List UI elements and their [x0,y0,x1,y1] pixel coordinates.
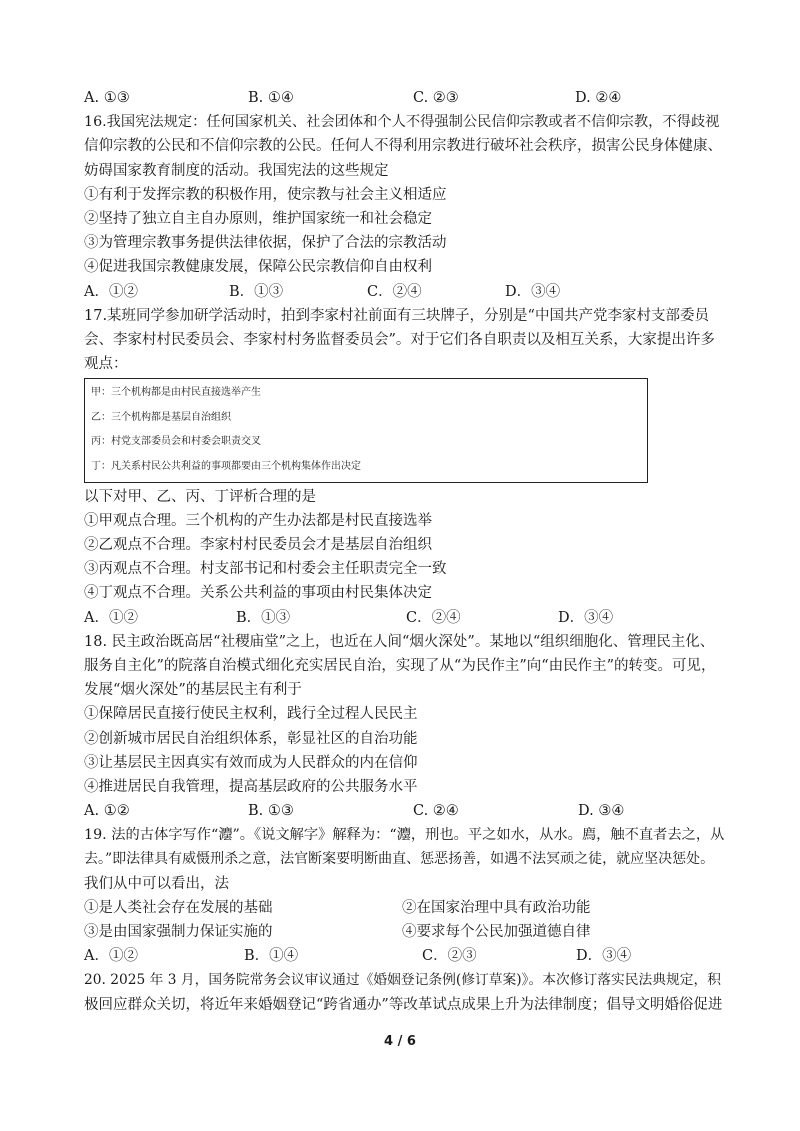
q20-stem-line: 20. 2025 年 3 月，国务院常务会议审议通过《婚姻登记条例(修订草案)》。本次修订落实民法典规定，积 [84,972,721,989]
q16-option-c: C．②④ [367,283,422,300]
q15-option-d: D. ②④ [575,90,622,106]
question-18 [84,630,724,824]
q18-option-b: B. ①③ [248,803,294,820]
q18-item: ②创新城市居民自治组织体系，彰显社区的自治功能 [84,730,418,747]
q18-item: ④推进居民自我管理，提高基层政府的公共服务水平 [84,778,418,795]
q19-item: ④要求每个公民加强道德自律 [402,924,591,940]
q18-option-c: C. ②④ [413,803,459,820]
q19-options [84,944,724,968]
q16-item: ②坚持了独立自主自办原则，维护国家统一和社会稳定 [84,210,432,227]
q16-item: ④促进我国宗教健康发展，保障公民宗教信仰自由权利 [84,259,432,276]
q18-item: ③让基层民主因真实有效而成为人民群众的内在信仰 [84,754,418,771]
q19-item: ②在国家治理中具有政治功能 [402,899,591,916]
q17-options [84,606,724,630]
q17-viewpoint: 乙：三个机构都是基层自治组织 [91,411,231,423]
q17-viewpoint-box [84,378,648,482]
q17-stem-line: 17.某班同学参加研学活动时，拍到李家村社前面有三块牌子，分别是“中国共产党李家村支部委员 [84,307,709,324]
q18-option-a: A. ①② [84,803,130,820]
q19-items-row [84,920,724,944]
page-content [84,86,724,1017]
q17-lead: 以下对甲、乙、丙、丁评析合理的是 [84,488,316,505]
question-19 [84,823,724,968]
page-number: 4 / 6 [384,1034,416,1049]
q20-stem-line: 极回应群众关切，将近年来婚姻登记“跨省通办”等改革试点成果上升为法律制度；倡导文明婚俗促进 [84,996,723,1013]
q17-item: ③丙观点不合理。村支部书记和村委会主任职责完全一致 [84,561,447,578]
q16-item: ①有利于发挥宗教的积极作用，使宗教与社会主义相适应 [84,186,447,203]
q15-options [84,86,724,110]
q19-item: ①是人类社会存在发展的基础 [84,899,273,916]
q18-stem-line: 发展“烟火深处”的基层民主有利于 [84,682,302,699]
question-17 [84,304,724,630]
q19-item: ③是由国家强制力保证实施的 [84,924,273,940]
q18-stem-line: 18. 民主政治既高居“社稷庙堂”之上，也近在人间“烟火深处”。某地以“组织细胞化、管理民主化、 [84,633,715,650]
q17-stem-line: 观点： [84,356,128,373]
q18-options [84,799,724,823]
q16-stem-line: 妨碍国家教育制度的活动。我国宪法的这些规定 [84,162,389,179]
q17-stem-line: 会、李家村村民委员会、李家村村务监督委员会”。对于它们各自职责以及相互关系，大家提出许多 [84,331,715,348]
q19-stem-line: 我们从中可以看出，法 [84,875,229,892]
q18-option-d: D. ③④ [578,803,625,820]
q16-option-a: A．①② [84,283,138,300]
q16-options [84,280,724,304]
q17-item: ①甲观点合理。三个机构的产生办法都是村民直接选举 [84,512,432,529]
q17-viewpoint: 甲：三个机构都是由村民直接选举产生 [91,387,261,399]
q18-item: ①保障居民直接行使民主权利，践行全过程人民民主 [84,706,418,723]
q19-option-c: C．②③ [422,948,477,965]
q17-option-c: C．②④ [406,609,461,626]
q18-stem-line: 服务自主化”的院落自治模式细化充实居民自治，实现了从“为民作主”向“由民作主”的转变。可见， [84,657,716,674]
q16-stem-line: 信仰宗教的公民和不信仰宗教的公民。任何人不得利用宗教进行破坏社会秩序，损害公民身体健康、 [84,138,722,155]
q17-option-a: A．①② [84,609,138,626]
q15-option-a: A. ①③ [84,90,130,106]
q17-option-d: D．③④ [558,609,614,626]
q16-option-b: B．①③ [229,283,284,300]
q17-option-b: B．①③ [236,609,291,626]
question-16 [84,110,724,304]
q16-option-d: D．③④ [505,283,561,300]
q19-option-b: B．①④ [244,948,299,965]
q19-stem-line: 去。”即法律具有威慑刑杀之意，法官断案要明断曲直、惩恶扬善，如遇不法冥顽之徒，就应坚决惩处。 [84,851,715,868]
question-20 [84,968,724,1016]
q19-option-a: A．①② [84,948,138,965]
q17-item: ④丁观点不合理。关系公共利益的事项由村民集体决定 [84,585,432,602]
q16-stem-line: 16.我国宪法规定：任何国家机关、社会团体和个人不得强制公民信仰宗教或者不信仰宗教，不得歧视 [84,114,720,131]
q19-stem-line: 19. 法的古体字写作“灋”。《说文解字》解释为：“灋，刑也。平之如水，从水。廌，触不直者去之，从 [84,827,725,844]
q17-viewpoint: 丁：凡关系村民公共利益的事项都要由三个机构集体作出决定 [91,461,361,473]
q16-item: ③为管理宗教事务提供法律依据，保护了合法的宗教活动 [84,235,447,252]
q15-option-c: C. ②③ [413,90,459,106]
q17-viewpoint: 丙：村党支部委员会和村委会职责交叉 [91,436,261,448]
q17-item: ②乙观点不合理。李家村村民委员会才是基层自治组织 [84,537,432,553]
q19-option-d: D．③④ [576,948,632,965]
q15-option-b: B. ①④ [248,90,294,106]
q19-items-row [84,896,724,920]
